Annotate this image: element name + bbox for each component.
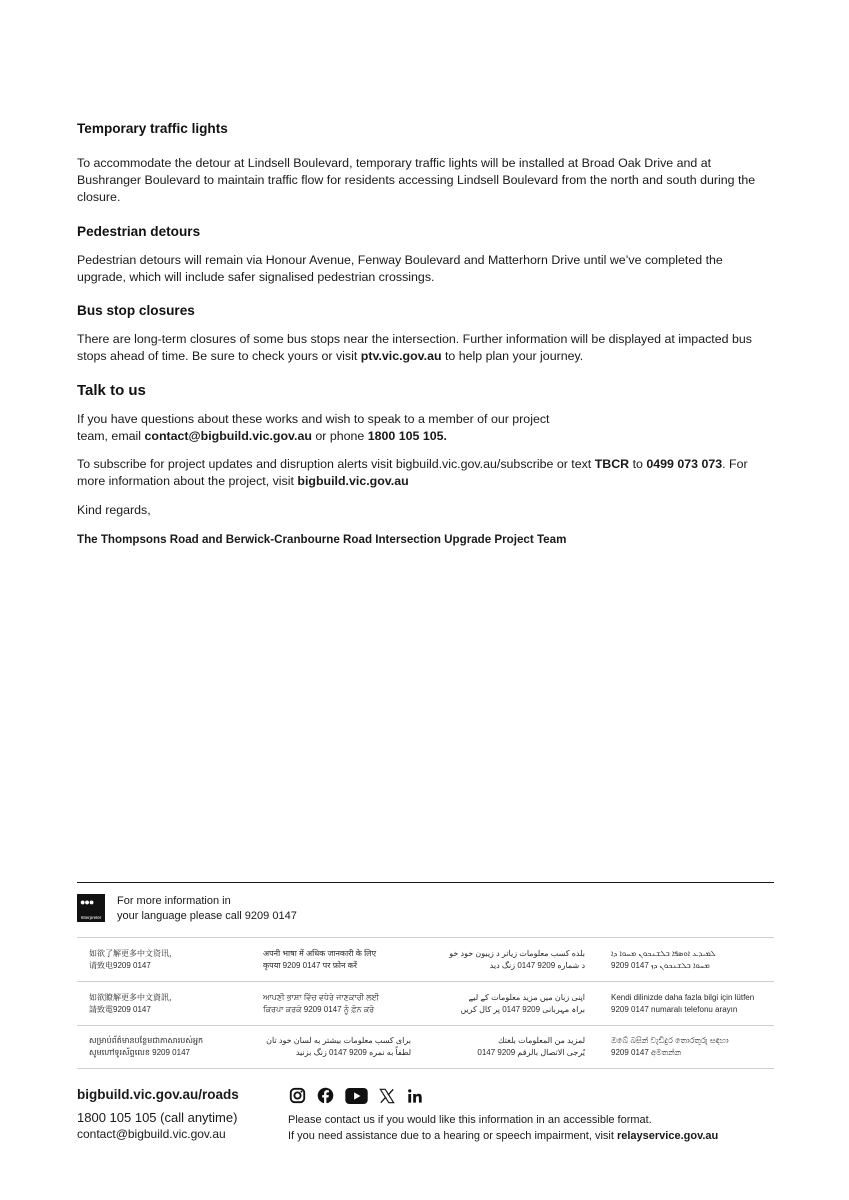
footer-contact [77,1086,277,1142]
sms-code: TBCR [594,457,630,471]
language-cell: សម្រាប់ព័ត៌មានបន្ថែមជាភាសារបស់អ្នក សូមហៅទូរស័ព្ទលេខ 9209 0147 [89,1036,204,1057]
language-cell: ਆਪਣੀ ਭਾਸ਼ਾ ਵਿੱਚ ਵਧੇਰੇ ਜਾਣਕਾਰੀ ਲਈ ਕਿਰਪਾ ਕਰਕੇ 9209 0147 ਨੂੰ ਫ਼ੋਨ ਕਰੋ [263,992,380,1014]
bus-stop-text: There are long-term closures of some bus stops near the intersection. Further information will be displayed at impacted bus stops ahead of time. Be sure to check yours or visit ptv.vic.gov.au to help plan your journey. [77,332,752,363]
project-site-link[interactable]: bigbuild.vic.gov.au [297,474,409,488]
language-cell: لمزيد من المعلومات بلغتك يُرجى الاتصال بالرقم 9209 0147 [477,1036,585,1057]
language-grid [77,937,774,1069]
footer-phone: 1800 105 105 (call anytime) [77,1110,238,1125]
language-cell: بلده کسب معلومات زیاتر د زیبون خود خو د شماره 9209 0147 زنگ دید [449,948,585,970]
interpreter-icon: ●●● Interpreter [77,894,105,922]
language-row [77,937,774,981]
kind-regards: Kind regards, [77,503,151,517]
sms-number: 0499 073 073 [646,457,723,471]
contact-phone: 1800 105 105. [367,429,447,443]
heading-traffic-lights: Temporary traffic lights [77,121,228,136]
pedestrian-detours-text: Pedestrian detours will remain via Honour Avenue, Fenway Boulevard and Matterhorn Drive until we’ve completed the upgrade, which will include safer signalised pedestrian crossings. [77,253,723,284]
language-cell: 如欲瞭解更多中文資訊， 請致電9209 0147 [89,992,177,1014]
traffic-lights-text: To accommodate the detour at Lindsell Boulevard, temporary traffic lights will be installed at Broad Oak Drive and at Bushranger Boulevard to maintain traffic flow for residents accessing Lindsell Boulevard from the north and south during the closure. [77,156,756,204]
subscribe-text: To subscribe for project updates and disruption alerts visit bigbuild.vic.gov.au/subscribe or text TBCR to 0499 073 073. For more information about the project, visit bigbuild.vic.gov.au [77,457,748,488]
footer-divider [77,882,774,883]
accessibility-note: Please contact us if you would like this information in an accessible format. If you need assistance due to a hearing or speech impairment, visit relayservice.gov.au [288,1114,719,1142]
language-cell: اپنی زبان میں مزید معلومات کے لیے براہ مہربانی 9209 0147 پر کال کریں [460,992,585,1014]
x-icon[interactable] [377,1087,396,1104]
relay-service-link[interactable]: relayservice.gov.au [616,1130,719,1142]
facebook-icon[interactable] [316,1087,335,1104]
instagram-icon[interactable] [288,1087,307,1104]
language-cell: ܠܡܝܕܥ ܐܘܣܦܐ ܒܠܫܢܟܘܢ ܡܚܘܐ ܕܐ 9209 0147 ܡܚܘܐ ܒܠܫܢܟܘܢ ܕܙ [611,948,716,970]
footer-email-link[interactable]: contact@bigbuild.vic.gov.au [77,1127,226,1141]
youtube-icon[interactable] [344,1087,368,1104]
language-cell: Kendi dilinizde daha fazla bilgi için lütfen 9209 0147 numaralı telefonu arayın [611,992,755,1014]
social-links [288,1087,424,1104]
heading-bus-stop-closures: Bus stop closures [77,303,195,318]
language-cell: 如欲了解更多中文资讯， 请致电9209 0147 [89,948,177,970]
heading-pedestrian-detours: Pedestrian detours [77,224,201,239]
roads-url-link[interactable]: bigbuild.vic.gov.au/roads [77,1087,239,1102]
ptv-link[interactable]: ptv.vic.gov.au [360,349,442,363]
language-cell: ඔබේ බසින් වැඩිදුර තොරතුරු සඳහා 9209 0147 අමතන්න [611,1036,729,1057]
language-cell: अपनी भाषा में अधिक जानकारी के लिए कृपया 9209 0147 पर फ़ोन करें [263,948,376,970]
contact-text: If you have questions about these works and wish to speak to a member of our project team, email contact@bigbuild.vic.gov.au or phone 1800 105 105. [77,412,550,443]
contact-email-link[interactable]: contact@bigbuild.vic.gov.au [144,429,312,443]
heading-talk-to-us: Talk to us [77,382,146,399]
language-row [77,1025,774,1069]
signoff: The Thompsons Road and Berwick-Cranbourne Road Intersection Upgrade Project Team [77,533,567,546]
people-icon: ●●● [80,897,94,907]
linkedin-icon[interactable] [405,1087,424,1104]
language-intro: For more information in your language please call 9209 0147 [117,895,297,922]
language-row [77,981,774,1025]
language-cell: برای کسب معلومات بیشتر به لسان خود تان لطفاً به نمره 9209 0147 زنگ بزنید [266,1036,411,1057]
letter-body [77,120,772,548]
